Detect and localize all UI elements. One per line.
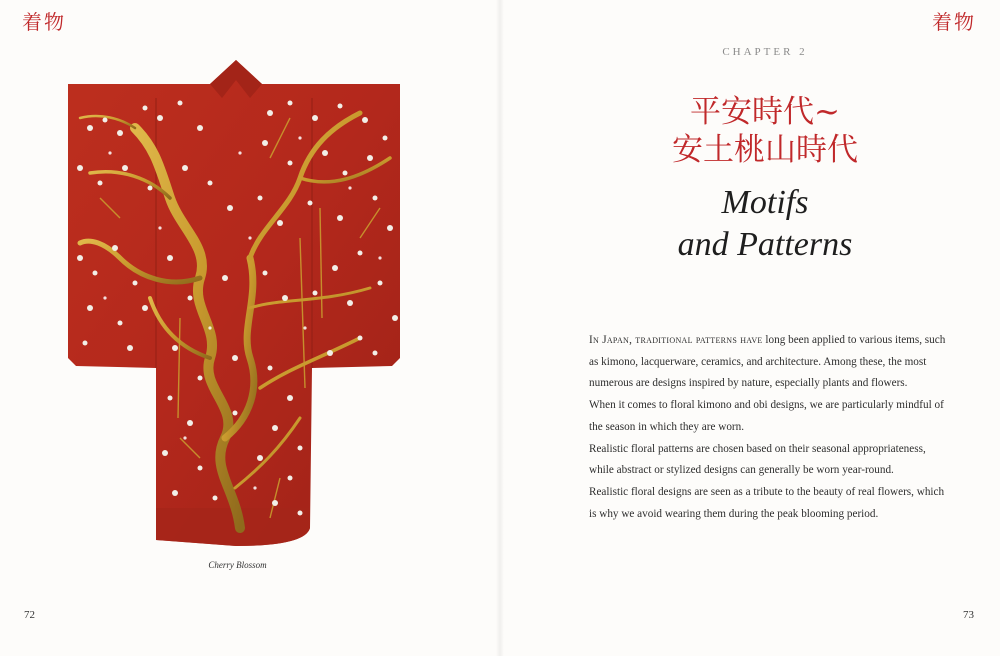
title-japanese	[620, 93, 910, 169]
paragraph	[589, 482, 949, 525]
title-en-line2: and Patterns	[677, 226, 853, 263]
title-english	[620, 182, 910, 266]
image-caption: Cherry Blossom	[208, 560, 267, 570]
body-text	[589, 330, 949, 525]
title-en-line1: Motifs	[721, 184, 809, 221]
kimono-image	[60, 58, 410, 553]
paragraph	[589, 330, 949, 395]
book-gutter	[496, 0, 504, 656]
paragraph-text: long been applied to various items, such as kimono, lacquerware, ceramics, and architecture. Among these, the most numerous are designs inspired by nature, especially plants and flowers.	[589, 334, 946, 390]
paragraph-text: Realistic floral designs are seen as a tribute to the beauty of real flowers, which is why we avoid wearing them during the peak blooming period.	[589, 485, 945, 520]
title-jp-line1: 平安時代~	[690, 94, 840, 130]
paragraph	[589, 439, 949, 482]
chapter-label: CHAPTER 2	[722, 46, 808, 58]
page-number-left: 72	[24, 609, 35, 621]
header-kimono-mark-left: 着物	[22, 10, 66, 34]
paragraph-text: When it comes to floral kimono and obi designs, we are particularly mindful of the season in which they are worn.	[589, 399, 944, 433]
header-kimono-mark-right: 着物	[932, 10, 976, 34]
page-number-right: 73	[963, 609, 974, 621]
paragraph-lead: In Japan, traditional patterns have	[589, 334, 763, 346]
paragraph	[589, 395, 949, 438]
paragraph-text: Realistic floral patterns are chosen based on their seasonal appropriateness, while abstract or stylized designs can generally be worn year-round.	[589, 442, 926, 477]
title-jp-line2: 安土桃山時代	[672, 132, 858, 168]
